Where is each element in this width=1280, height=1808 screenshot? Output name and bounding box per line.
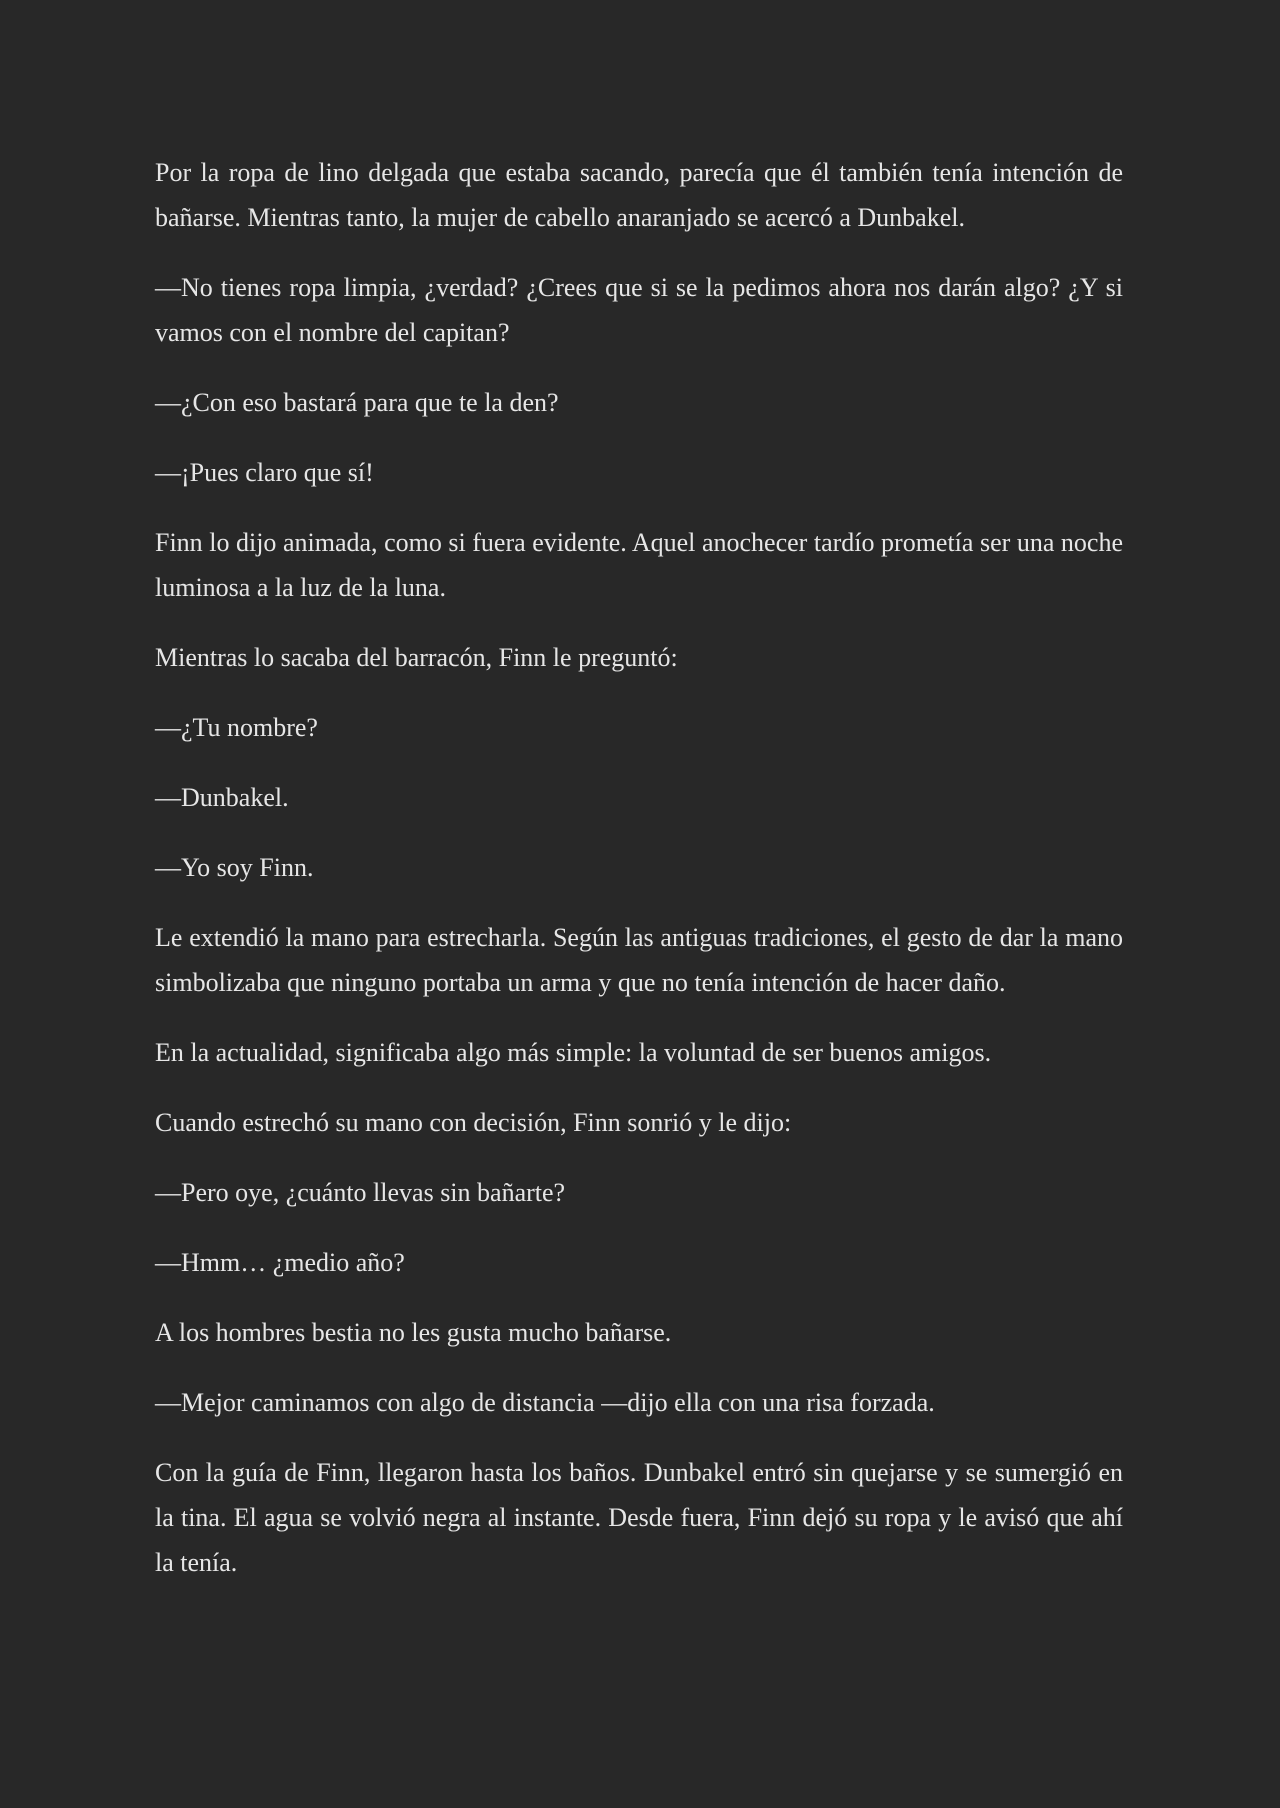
paragraph: —Mejor caminamos con algo de distancia —dijo ella con una risa forzada. xyxy=(155,1388,935,1417)
paragraph: —Dunbakel. xyxy=(155,783,289,812)
paragraph: Con la guía de Finn, llegaron hasta los baños. Dunbakel entró sin quejarse y se sumergió en la tina. El agua se volvió negra al instante. Desde fuera, Finn dejó su ropa y le avisó que ahí la tenía. xyxy=(155,1458,1123,1577)
paragraph: —Hmm… ¿medio año? xyxy=(155,1248,405,1277)
paragraph: —¿Con eso bastará para que te la den? xyxy=(155,388,559,417)
paragraph: —Pero oye, ¿cuánto llevas sin bañarte? xyxy=(155,1178,566,1207)
paragraph: —¡Pues claro que sí! xyxy=(155,458,374,487)
paragraph: Le extendió la mano para estrecharla. Según las antiguas tradiciones, el gesto de dar la mano simbolizaba que ninguno portaba un arma y que no tenía intención de hacer daño. xyxy=(155,923,1123,997)
paragraph: En la actualidad, significaba algo más simple: la voluntad de ser buenos amigos. xyxy=(155,1038,992,1067)
paragraph: Por la ropa de lino delgada que estaba sacando, parecía que él también tenía intención de bañarse. Mientras tanto, la mujer de cabello anaranjado se acercó a Dunbakel. xyxy=(155,158,1123,232)
paragraph: Cuando estrechó su mano con decisión, Finn sonrió y le dijo: xyxy=(155,1108,792,1137)
paragraph: —¿Tu nombre? xyxy=(155,713,318,742)
paragraph: Finn lo dijo animada, como si fuera evidente. Aquel anochecer tardío prometía ser una noche luminosa a la luz de la luna. xyxy=(155,528,1123,602)
paragraph: A los hombres bestia no les gusta mucho bañarse. xyxy=(155,1318,672,1347)
paragraph: —Yo soy Finn. xyxy=(155,853,314,882)
reader-page xyxy=(155,150,1123,1610)
paragraph: Mientras lo sacaba del barracón, Finn le preguntó: xyxy=(155,643,678,672)
paragraph: —No tienes ropa limpia, ¿verdad? ¿Crees que si se la pedimos ahora nos darán algo? ¿Y si vamos con el nombre del capitan? xyxy=(155,273,1123,347)
